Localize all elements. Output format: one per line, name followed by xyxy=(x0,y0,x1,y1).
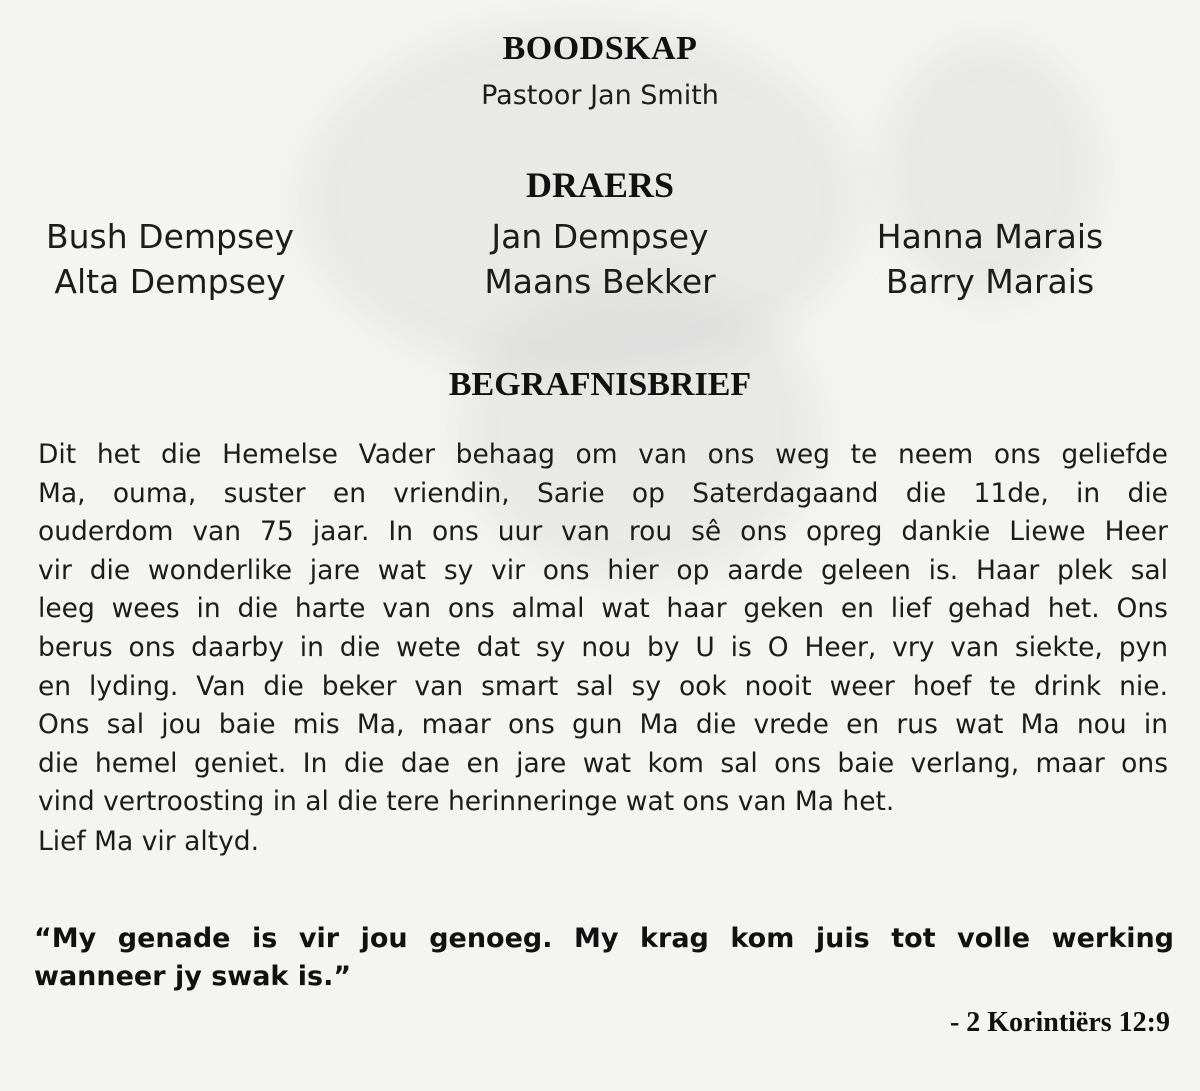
letter-line: en lyding. Van die beker van smart sal sy ook nooit weer hoef te drink nie. xyxy=(38,670,1168,702)
letter-line: Dit het die Hemelse Vader behaag om van ons weg te neem ons geliefde xyxy=(38,439,1168,470)
letter-line: Ons sal jou baie mis Ma, maar ons gun Ma die vrede en rus wat Ma nou in xyxy=(38,709,1168,741)
funeral-letter-body xyxy=(38,436,1168,822)
bearers-column xyxy=(430,214,770,304)
bearer-name: Maans Bekker xyxy=(484,262,716,301)
letter-line: die hemel geniet. In die dae en jare wat kom sal ons baie verlang, maar ons xyxy=(38,747,1168,779)
bearers-list xyxy=(0,214,1200,314)
message-heading: BOODSKAP xyxy=(502,30,698,67)
letter-line: vir die wonderlike jare wat sy vir ons hier op aarde geleen is. Haar plek sal xyxy=(38,554,1168,586)
funeral-letter-heading: BEGRAFNISBRIEF xyxy=(448,366,752,403)
scripture-reference: - 2 Korintiërs 12:9 xyxy=(949,1007,1170,1038)
verse-line: wanneer jy swak is.” xyxy=(34,961,352,992)
bearers-column xyxy=(820,214,1160,304)
bearers-column xyxy=(0,214,340,304)
letter-closing: Lief Ma vir altyd. xyxy=(38,826,259,857)
bearer-name: Bush Dempsey xyxy=(46,217,294,256)
letter-line: berus ons daarby in die wete dat sy nou by U is O Heer, vry van siekte, pyn xyxy=(38,631,1168,663)
scripture-verse xyxy=(34,920,1174,996)
bearer-name: Hanna Marais xyxy=(876,217,1104,256)
bearer-name: Jan Dempsey xyxy=(491,217,709,256)
bearer-name: Barry Marais xyxy=(885,262,1095,301)
bearers-heading: DRAERS xyxy=(525,165,675,205)
letter-line: leeg wees in die harte van ons almal wat haar geken en lief gehad het. Ons xyxy=(38,593,1168,625)
letter-line: ouderdom van 75 jaar. In ons uur van rou sê ons opreg dankie Liewe Heer xyxy=(38,516,1168,548)
bearer-name: Alta Dempsey xyxy=(54,262,286,301)
letter-line: Ma, ouma, suster en vriendin, Sarie op Saterdagaand die 11de, in die xyxy=(38,477,1168,509)
letter-line: vind vertroosting in al die tere herinneringe wat ons van Ma het. xyxy=(38,786,895,818)
verse-line: “My genade is vir jou genoeg. My krag kom juis tot volle werking xyxy=(34,923,1174,954)
pastor-name: Pastoor Jan Smith xyxy=(481,80,719,111)
